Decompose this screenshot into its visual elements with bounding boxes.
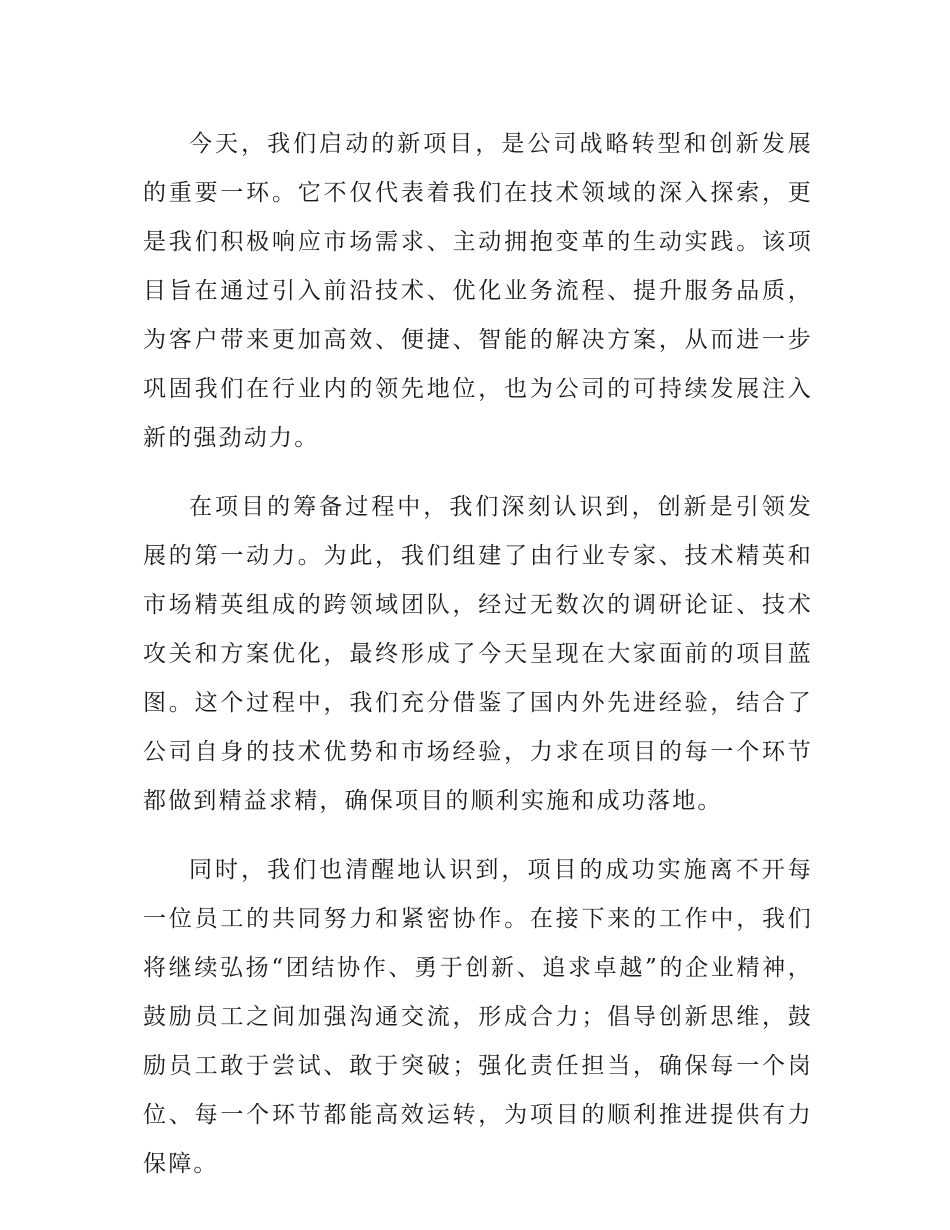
document-body [143, 120, 813, 1209]
paragraph-3: 同时，我们也清醒地认识到，项目的成功实施离不开每一位员工的共同努力和紧密协作。在接下来的工作中，我们将继续弘扬“团结协作、勇于创新、追求卓越”的企业精神，鼓励员工之间加强沟通交流，形成合力；倡导创新思维，鼓励员工敢于尝试、敢于突破；强化责任担当，确保每一个岗位、每一个环节都能高效运转，为项目的顺利推进提供有力保障。 [143, 857, 813, 1177]
paragraph-2: 在项目的筹备过程中，我们深刻认识到，创新是引领发展的第一动力。为此，我们组建了由行业专家、技术精英和市场精英组成的跨领域团队，经过无数次的调研论证、技术攻关和方案优化，最终形成了今天呈现在大家面前的项目蓝图。这个过程中，我们充分借鉴了国内外先进经验，结合了公司自身的技术优势和市场经验，力求在项目的每一个环节都做到精益求精，确保项目的顺利实施和成功落地。 [143, 494, 813, 814]
paragraph-1: 今天，我们启动的新项目，是公司战略转型和创新发展的重要一环。它不仅代表着我们在技术领域的深入探索，更是我们积极响应市场需求、主动拥抱变革的生动实践。该项目旨在通过引入前沿技术、优化业务流程、提升服务品质，为客户带来更加高效、便捷、智能的解决方案，从而进一步巩固我们在行业内的领先地位，也为公司的可持续发展注入新的强劲动力。 [143, 131, 813, 451]
